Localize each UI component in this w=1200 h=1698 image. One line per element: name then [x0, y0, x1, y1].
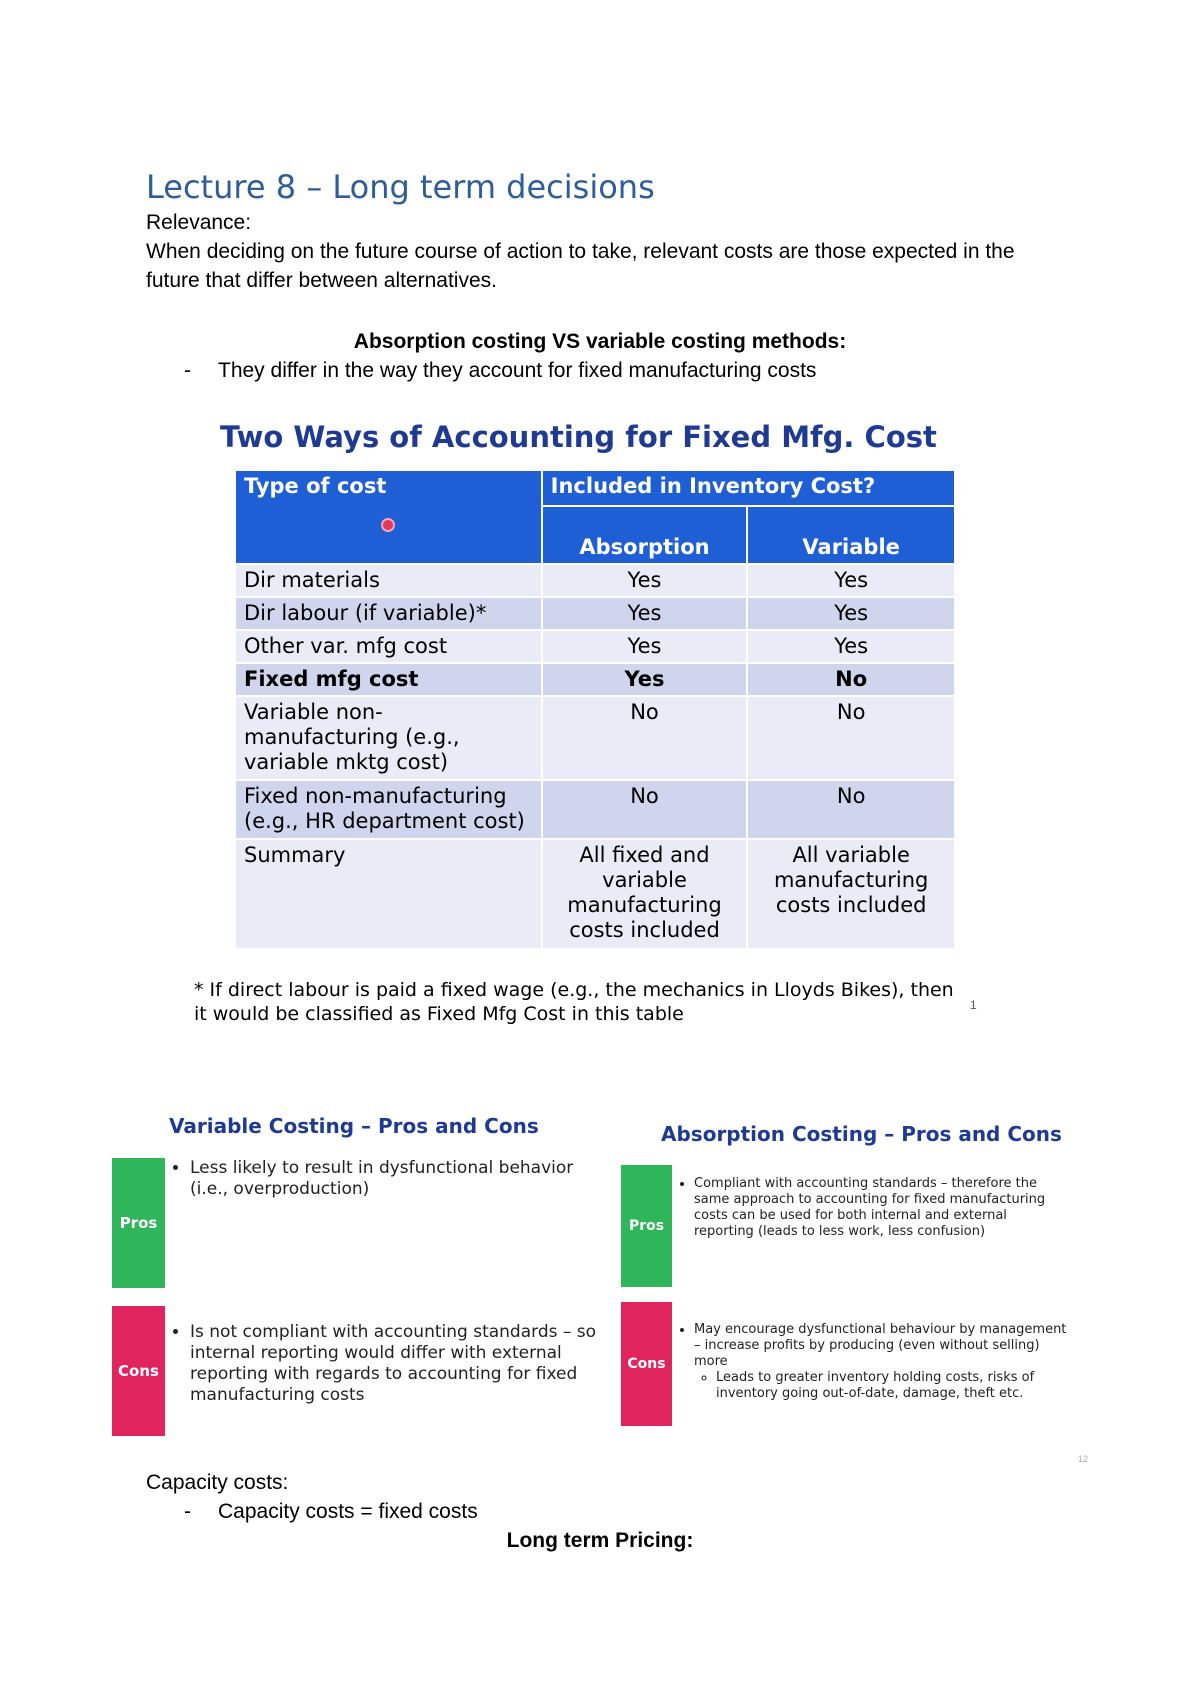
cell-type: Other var. mfg cost [235, 630, 542, 663]
cell-type: Variable non-manufacturing (e.g., variable mktg cost) [235, 696, 542, 780]
cell-variable: No [747, 663, 955, 696]
header-type-label: Type of cost [244, 474, 387, 498]
methods-heading: Absorption costing VS variable costing methods: [353, 330, 847, 353]
bullet-dash: - [184, 359, 191, 382]
table-row [235, 780, 955, 839]
variable-pros-item: • Less likely to result in dysfunctional behavior (i.e., overproduction) [190, 1158, 592, 1200]
absorption-cons-box: Cons [621, 1302, 672, 1426]
cell-type: Fixed non-manufacturing (e.g., HR department cost) [235, 780, 542, 839]
cost-table [234, 469, 956, 950]
absorption-cons-text [676, 1322, 1068, 1402]
absorption-cons-main: May encourage dysfunctional behaviour by management – increase profits by producing (even without selling) more [694, 1322, 1067, 1369]
cell-variable: Yes [747, 564, 955, 597]
absorption-pros-box: Pros [621, 1165, 672, 1287]
cell-absorption: Yes [542, 564, 748, 597]
header-absorption: Absorption [542, 506, 748, 564]
slide-table-title: Two Ways of Accounting for Fixed Mfg. Cost [220, 420, 937, 454]
record-dot-icon [244, 513, 533, 538]
cell-variable: No [747, 780, 955, 839]
cell-absorption: All fixed and variable manufacturing costs included [542, 839, 748, 949]
bullet-dash: - [184, 1500, 191, 1523]
cell-variable: Yes [747, 597, 955, 630]
absorption-costing-title: Absorption Costing – Pros and Cons [661, 1122, 1062, 1146]
absorption-cons-subitem: ◦ Leads to greater inventory holding costs, risks of inventory going out-of-date, damage, theft etc. [716, 1370, 1068, 1402]
capacity-heading: Capacity costs: [146, 1471, 289, 1494]
table-row [235, 663, 955, 696]
variable-cons-text [172, 1322, 602, 1406]
pricing-heading: Long term Pricing: [506, 1529, 694, 1552]
table-row [235, 630, 955, 663]
table-row [235, 564, 955, 597]
cell-variable: All variable manufacturing costs included [747, 839, 955, 949]
table-footnote: * If direct labour is paid a fixed wage (e.g., the mechanics in Lloyds Bikes), then it would be classified as Fixed Mfg Cost in this table [194, 979, 954, 1025]
methods-bullet-text: They differ in the way they account for fixed manufacturing costs [218, 359, 817, 382]
variable-costing-title: Variable Costing – Pros and Cons [169, 1114, 539, 1138]
variable-pros-text [172, 1158, 592, 1200]
header-type-of-cost [235, 470, 542, 564]
relevance-paragraph: When deciding on the future course of action to take, relevant costs are those expected in the future that differ between alternatives. [146, 240, 1015, 292]
cell-absorption: Yes [542, 630, 748, 663]
variable-cons-box: Cons [112, 1306, 165, 1436]
cell-variable: Yes [747, 630, 955, 663]
relevance-label: Relevance: [146, 211, 252, 234]
cell-variable: No [747, 696, 955, 780]
header-variable: Variable [747, 506, 955, 564]
absorption-pros-item: • Compliant with accounting standards – therefore the same approach to accounting for fixed manufacturing costs can be used for both internal and external reporting (leads to less work, less confusion) [694, 1176, 1068, 1240]
cell-type: Dir labour (if variable)* [235, 597, 542, 630]
variable-cons-item: • Is not compliant with accounting standards – so internal reporting would differ with external reporting with regards to accounting for fixed manufacturing costs [190, 1322, 602, 1406]
table-row [235, 597, 955, 630]
header-included: Included in Inventory Cost? [542, 470, 955, 506]
slide-page-number: 1 [970, 998, 977, 1012]
absorption-cons-item [694, 1322, 1068, 1402]
absorption-pros-text [676, 1176, 1068, 1240]
cell-type: Summary [235, 839, 542, 949]
cell-absorption: No [542, 696, 748, 780]
cell-type: Dir materials [235, 564, 542, 597]
cell-type: Fixed mfg cost [235, 663, 542, 696]
cell-absorption: Yes [542, 663, 748, 696]
page-title: Lecture 8 – Long term decisions [146, 168, 655, 206]
table-row [235, 839, 955, 949]
variable-pros-box: Pros [112, 1158, 165, 1288]
cell-absorption: Yes [542, 597, 748, 630]
cell-absorption: No [542, 780, 748, 839]
table-row [235, 696, 955, 780]
slide-page-number-2: 12 [1078, 1454, 1089, 1464]
capacity-bullet-text: Capacity costs = fixed costs [218, 1500, 478, 1523]
